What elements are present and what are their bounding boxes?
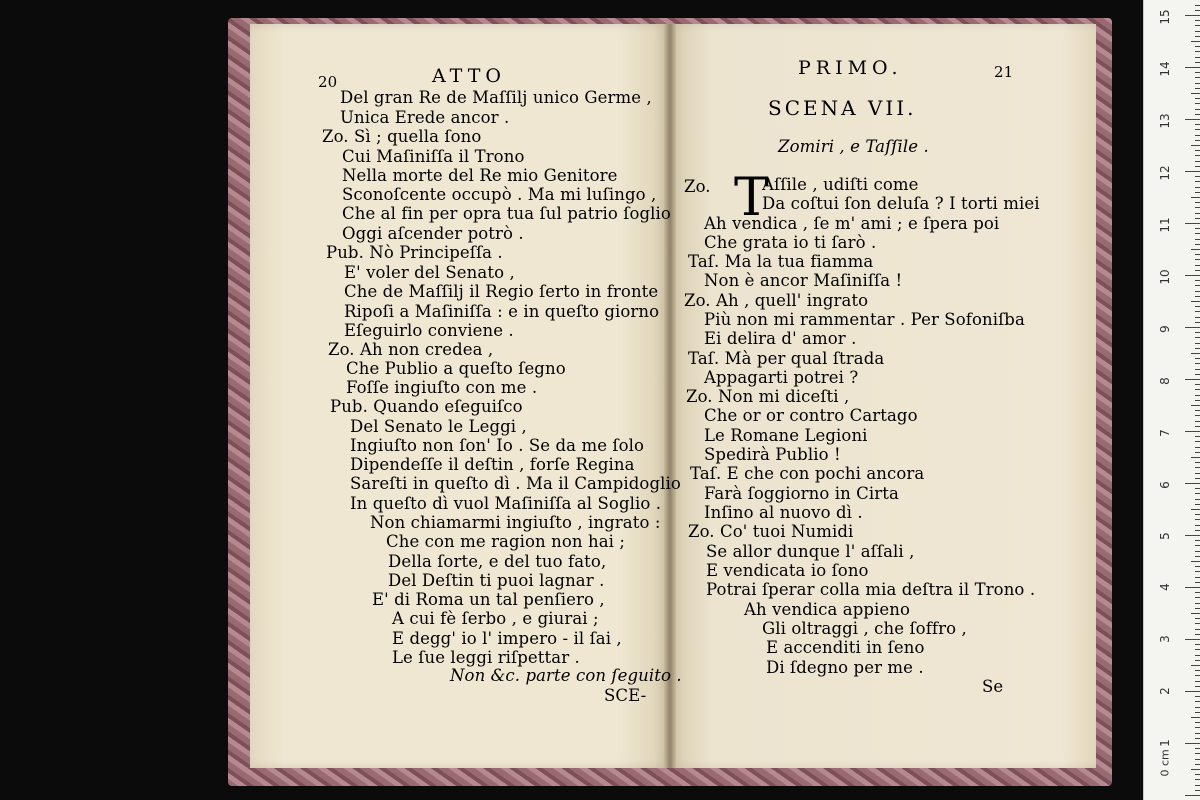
right-line: E vendicata io ſono bbox=[706, 561, 869, 580]
ruler-tick bbox=[1195, 774, 1200, 775]
ruler-tick bbox=[1185, 587, 1200, 588]
ruler-tick bbox=[1195, 311, 1200, 312]
right-line: Ah vendica , ſe m' ami ; e ſpera poi bbox=[704, 214, 1000, 233]
ruler-tick bbox=[1195, 675, 1200, 676]
right-line: Inſino al nuovo dì . bbox=[704, 503, 863, 522]
ruler-tick bbox=[1185, 67, 1200, 68]
right-line: Zo. bbox=[684, 177, 711, 196]
ruler-tick bbox=[1195, 499, 1200, 500]
ruler-tick bbox=[1185, 15, 1200, 16]
ruler-tick bbox=[1195, 46, 1200, 47]
ruler-tick bbox=[1195, 597, 1200, 598]
ruler-tick bbox=[1195, 759, 1200, 760]
right-line: Zo. Ah , quell' ingrato bbox=[684, 291, 869, 310]
left-line: Pub. Nò Principeſſa . bbox=[326, 243, 503, 262]
ruler-tick bbox=[1195, 207, 1200, 208]
right-page-number: 21 bbox=[994, 63, 1014, 81]
right-line: Che grata io ti ſarò . bbox=[704, 233, 877, 252]
ruler-tick bbox=[1195, 748, 1200, 749]
right-line: Non è ancor Maſiniſſa ! bbox=[704, 271, 903, 290]
ruler-tick bbox=[1191, 561, 1200, 562]
right-line: Aſſile , udiſti come bbox=[762, 175, 919, 194]
ruler-tick bbox=[1195, 384, 1200, 385]
ruler-tick bbox=[1195, 166, 1200, 167]
ruler-tick bbox=[1195, 187, 1200, 188]
ruler-tick bbox=[1195, 415, 1200, 416]
ruler-tick bbox=[1185, 431, 1200, 432]
ruler-tick bbox=[1195, 36, 1200, 37]
ruler-tick bbox=[1185, 275, 1200, 276]
right-line: Di ſdegno per me . bbox=[766, 658, 924, 677]
ruler-tick bbox=[1185, 795, 1200, 796]
ruler-tick bbox=[1195, 10, 1200, 11]
ruler-tick bbox=[1195, 540, 1200, 541]
ruler-tick bbox=[1195, 98, 1200, 99]
ruler-number: 1 bbox=[1158, 739, 1172, 747]
ruler-tick bbox=[1195, 707, 1200, 708]
ruler-tick bbox=[1191, 93, 1200, 94]
ruler-tick bbox=[1195, 738, 1200, 739]
ruler-number: 9 bbox=[1158, 325, 1172, 333]
ruler-tick bbox=[1195, 655, 1200, 656]
right-line: E accenditi in ſeno bbox=[766, 638, 925, 657]
left-line: Che al fin per opra tua ſul patrio ſoglio bbox=[342, 204, 671, 223]
right-line: Se allor dunque l' aſſali , bbox=[706, 542, 915, 561]
ruler-tick bbox=[1195, 441, 1200, 442]
ruler-tick bbox=[1195, 306, 1200, 307]
ruler-tick bbox=[1195, 462, 1200, 463]
ruler-tick bbox=[1195, 348, 1200, 349]
left-line: Unica Erede ancor . bbox=[340, 108, 510, 127]
ruler-tick bbox=[1195, 504, 1200, 505]
ruler-tick bbox=[1195, 727, 1200, 728]
left-line: Del Deſtin ti puoi lagnar . bbox=[388, 571, 605, 590]
ruler-tick bbox=[1195, 244, 1200, 245]
ruler-tick bbox=[1195, 603, 1200, 604]
ruler-tick bbox=[1191, 145, 1200, 146]
ruler-tick bbox=[1195, 129, 1200, 130]
left-line: Sareſti in queſto dì . Ma il Campidoglio bbox=[350, 474, 681, 493]
ruler-number: 3 bbox=[1158, 635, 1172, 643]
ruler-tick bbox=[1195, 213, 1200, 214]
ruler-tick bbox=[1195, 83, 1200, 84]
left-page-number: 20 bbox=[318, 73, 338, 91]
left-line: Che con me ragion non hai ; bbox=[386, 532, 626, 551]
ruler-tick bbox=[1195, 722, 1200, 723]
left-line: Eſeguirlo conviene . bbox=[344, 321, 514, 340]
right-line: Da coſtui ſon deluſa ? I torti miei bbox=[762, 194, 1040, 213]
ruler-number: 8 bbox=[1158, 377, 1172, 385]
ruler-number: 4 bbox=[1158, 583, 1172, 591]
right-line: Spedirà Publio ! bbox=[704, 445, 841, 464]
ruler-tick bbox=[1195, 525, 1200, 526]
ruler-tick bbox=[1195, 566, 1200, 567]
left-line: E' di Roma un tal penſiero , bbox=[372, 590, 605, 609]
right-line: Più non mi rammentar . Per Sofoniſba bbox=[704, 310, 1025, 329]
ruler-tick bbox=[1195, 374, 1200, 375]
ruler-tick bbox=[1195, 545, 1200, 546]
ruler-tick bbox=[1195, 337, 1200, 338]
ruler-tick bbox=[1185, 327, 1200, 328]
ruler-tick bbox=[1195, 452, 1200, 453]
ruler-tick bbox=[1195, 701, 1200, 702]
ruler-tick bbox=[1195, 478, 1200, 479]
ruler-tick bbox=[1191, 41, 1200, 42]
ruler-tick bbox=[1191, 353, 1200, 354]
ruler-tick bbox=[1195, 629, 1200, 630]
left-line: E degg' io l' impero - il ſai , bbox=[392, 629, 622, 648]
ruler-tick bbox=[1195, 592, 1200, 593]
right-line: Le Romane Legioni bbox=[704, 426, 868, 445]
ruler-number: 2 bbox=[1158, 687, 1172, 695]
ruler-tick bbox=[1195, 259, 1200, 260]
ruler-tick bbox=[1195, 649, 1200, 650]
ruler-tick bbox=[1195, 176, 1200, 177]
ruler-tick bbox=[1195, 764, 1200, 765]
ruler-tick bbox=[1185, 223, 1200, 224]
ruler-tick bbox=[1195, 447, 1200, 448]
ruler-tick bbox=[1195, 644, 1200, 645]
left-line: A cui fè ſerbo , e giurai ; bbox=[392, 609, 599, 628]
ruler-tick bbox=[1195, 608, 1200, 609]
ruler-tick bbox=[1195, 790, 1200, 791]
right-catchword: Se bbox=[982, 677, 1004, 696]
ruler-number: 13 bbox=[1158, 113, 1172, 129]
right-line: Ah vendica appieno bbox=[744, 600, 911, 619]
ruler-tick bbox=[1195, 72, 1200, 73]
ruler-tick bbox=[1185, 535, 1200, 536]
ruler-tick bbox=[1195, 239, 1200, 240]
ruler-number: 11 bbox=[1158, 217, 1172, 233]
ruler-tick bbox=[1195, 623, 1200, 624]
right-line: Ei delira d' amor . bbox=[704, 329, 857, 348]
ruler-tick bbox=[1195, 31, 1200, 32]
ruler-tick bbox=[1195, 514, 1200, 515]
ruler-tick bbox=[1195, 291, 1200, 292]
left-line: Zo. Ah non credea , bbox=[328, 340, 494, 359]
left-line: Del Senato le Leggi , bbox=[350, 417, 527, 436]
left-line: Sconoſcente occupò . Ma mi luſingo , bbox=[342, 185, 657, 204]
right-line: Potrai ſperar colla mia deſtra il Trono . bbox=[706, 580, 1036, 599]
ruler-tick bbox=[1195, 426, 1200, 427]
ruler-tick bbox=[1195, 488, 1200, 489]
ruler-tick bbox=[1191, 457, 1200, 458]
left-catchword: SCE- bbox=[604, 686, 647, 705]
left-line: Ripoſi a Maſiniſſa : e in queſto giorno bbox=[344, 302, 660, 321]
ruler-tick bbox=[1185, 483, 1200, 484]
ruler-tick bbox=[1195, 103, 1200, 104]
left-line: Ingiuſto non ſon' Io . Se da me ſolo bbox=[350, 436, 645, 455]
ruler-tick bbox=[1195, 343, 1200, 344]
right-line: Farà ſoggiorno in Cirta bbox=[704, 484, 899, 503]
right-line: Taſ. E che con pochi ancora bbox=[690, 464, 925, 483]
ruler-tick bbox=[1195, 202, 1200, 203]
ruler-tick bbox=[1195, 280, 1200, 281]
measurement-ruler bbox=[1143, 0, 1200, 800]
ruler-tick bbox=[1191, 613, 1200, 614]
ruler-tick bbox=[1195, 228, 1200, 229]
ruler-tick bbox=[1195, 389, 1200, 390]
right-line: Appagarti potrei ? bbox=[704, 368, 859, 387]
ruler-tick bbox=[1195, 410, 1200, 411]
left-line: Del gran Re de Maſſilj unico Germe , bbox=[340, 88, 652, 107]
ruler-tick bbox=[1195, 753, 1200, 754]
ruler-tick bbox=[1195, 421, 1200, 422]
ruler-tick bbox=[1195, 140, 1200, 141]
ruler-tick bbox=[1195, 733, 1200, 734]
ruler-unit-label: 0 cm bbox=[1158, 749, 1172, 777]
ruler-tick bbox=[1195, 51, 1200, 52]
ruler-tick bbox=[1195, 686, 1200, 687]
ruler-tick bbox=[1195, 473, 1200, 474]
ruler-tick bbox=[1195, 618, 1200, 619]
left-line: Che Publio a queſto ſegno bbox=[346, 359, 566, 378]
ruler-tick bbox=[1195, 779, 1200, 780]
right-line: Gli oltraggi , che ſoffro , bbox=[762, 619, 967, 638]
ruler-tick bbox=[1195, 114, 1200, 115]
right-line: Che or or contro Cartago bbox=[704, 406, 918, 425]
ruler-tick bbox=[1191, 769, 1200, 770]
ruler-number: 15 bbox=[1158, 9, 1172, 25]
left-line: Che de Maſſilj il Regio ſerto in fronte bbox=[344, 282, 659, 301]
ruler-tick bbox=[1195, 20, 1200, 21]
ruler-tick bbox=[1195, 670, 1200, 671]
ruler-tick bbox=[1195, 571, 1200, 572]
left-line: Della ſorte, e del tuo fato, bbox=[388, 552, 607, 571]
ruler-tick bbox=[1185, 379, 1200, 380]
left-line: In queſto dì vuol Maſiniſſa al Soglio . bbox=[350, 494, 662, 513]
right-line: Zo. Co' tuoi Numidi bbox=[688, 522, 854, 541]
ruler-tick bbox=[1195, 109, 1200, 110]
ruler-tick bbox=[1185, 171, 1200, 172]
ruler-tick bbox=[1195, 363, 1200, 364]
left-line: Oggi aſcender potrò . bbox=[342, 224, 524, 243]
right-line: Taſ. Ma la tua fiamma bbox=[688, 252, 874, 271]
ruler-tick bbox=[1195, 436, 1200, 437]
ruler-tick bbox=[1195, 332, 1200, 333]
left-line: Cui Maſiniſſa il Trono bbox=[342, 147, 525, 166]
ruler-tick bbox=[1195, 77, 1200, 78]
ruler-tick bbox=[1195, 62, 1200, 63]
ruler-tick bbox=[1195, 577, 1200, 578]
ruler-tick bbox=[1195, 265, 1200, 266]
right-running-head: PRIMO. bbox=[798, 57, 903, 79]
ruler-tick bbox=[1195, 57, 1200, 58]
ruler-tick bbox=[1191, 301, 1200, 302]
ruler-tick bbox=[1191, 197, 1200, 198]
left-line: Dipendeſſe il deſtin , forſe Regina bbox=[350, 455, 635, 474]
ruler-tick bbox=[1191, 249, 1200, 250]
ruler-tick bbox=[1195, 181, 1200, 182]
ruler-tick bbox=[1195, 254, 1200, 255]
ruler-number: 14 bbox=[1158, 61, 1172, 77]
ruler-tick bbox=[1185, 119, 1200, 120]
ruler-tick bbox=[1195, 582, 1200, 583]
ruler-tick bbox=[1195, 712, 1200, 713]
ruler-tick bbox=[1195, 530, 1200, 531]
book-gutter bbox=[664, 24, 676, 768]
ruler-tick bbox=[1195, 135, 1200, 136]
ruler-tick bbox=[1195, 5, 1200, 6]
ruler-tick bbox=[1195, 270, 1200, 271]
left-running-head: ATTO bbox=[432, 65, 506, 87]
ruler-tick bbox=[1195, 161, 1200, 162]
ruler-tick bbox=[1195, 551, 1200, 552]
ruler-tick bbox=[1195, 556, 1200, 557]
ruler-tick bbox=[1195, 285, 1200, 286]
ruler-tick bbox=[1195, 358, 1200, 359]
ruler-tick bbox=[1195, 155, 1200, 156]
ruler-tick bbox=[1195, 696, 1200, 697]
left-line: E' voler del Senato , bbox=[344, 263, 515, 282]
ruler-tick bbox=[1195, 660, 1200, 661]
ruler-tick bbox=[1195, 233, 1200, 234]
ruler-tick bbox=[1195, 400, 1200, 401]
ruler-tick bbox=[1195, 785, 1200, 786]
left-line: Non chiamarmi ingiuſto , ingrato : bbox=[370, 513, 661, 532]
ruler-tick bbox=[1191, 405, 1200, 406]
ruler-tick bbox=[1195, 634, 1200, 635]
ruler-tick bbox=[1195, 493, 1200, 494]
drop-cap: T bbox=[734, 168, 769, 228]
ruler-tick bbox=[1195, 88, 1200, 89]
left-line: Zo. Sì ; quella ſono bbox=[322, 127, 482, 146]
ruler-tick bbox=[1185, 691, 1200, 692]
left-line: Nella morte del Re mio Genitore bbox=[342, 166, 618, 185]
scene-characters: Zomiri , e Taſſile . bbox=[778, 137, 929, 156]
ruler-tick bbox=[1191, 665, 1200, 666]
ruler-tick bbox=[1195, 369, 1200, 370]
ruler-tick bbox=[1195, 218, 1200, 219]
ruler-number: 5 bbox=[1158, 532, 1172, 540]
ruler-tick bbox=[1185, 743, 1200, 744]
left-line: Le ſue leggi riſpettar . bbox=[392, 648, 580, 667]
right-line: Taſ. Mà per qual ſtrada bbox=[688, 349, 885, 368]
left-line: Pub. Quando eſeguiſco bbox=[330, 397, 523, 416]
ruler-tick bbox=[1195, 519, 1200, 520]
ruler-tick bbox=[1195, 681, 1200, 682]
right-line: Zo. Non mi diceſti , bbox=[686, 387, 850, 406]
ruler-tick bbox=[1195, 322, 1200, 323]
ruler-number: 7 bbox=[1158, 429, 1172, 437]
ruler-tick bbox=[1195, 192, 1200, 193]
ruler-tick bbox=[1191, 509, 1200, 510]
left-line-stage-direction: Non &c. parte con ſeguito . bbox=[450, 666, 682, 685]
ruler-tick bbox=[1195, 296, 1200, 297]
ruler-tick bbox=[1195, 395, 1200, 396]
ruler-number: 10 bbox=[1158, 269, 1172, 285]
ruler-number: 12 bbox=[1158, 165, 1172, 181]
left-line: Foſſe ingiuſto con me . bbox=[346, 378, 538, 397]
ruler-tick bbox=[1185, 639, 1200, 640]
ruler-tick bbox=[1195, 150, 1200, 151]
ruler-tick bbox=[1191, 717, 1200, 718]
ruler-tick bbox=[1195, 124, 1200, 125]
ruler-tick bbox=[1195, 467, 1200, 468]
ruler-number: 6 bbox=[1158, 481, 1172, 489]
ruler-tick bbox=[1195, 317, 1200, 318]
scene-title: SCENA VII. bbox=[768, 96, 917, 120]
ruler-tick bbox=[1195, 25, 1200, 26]
